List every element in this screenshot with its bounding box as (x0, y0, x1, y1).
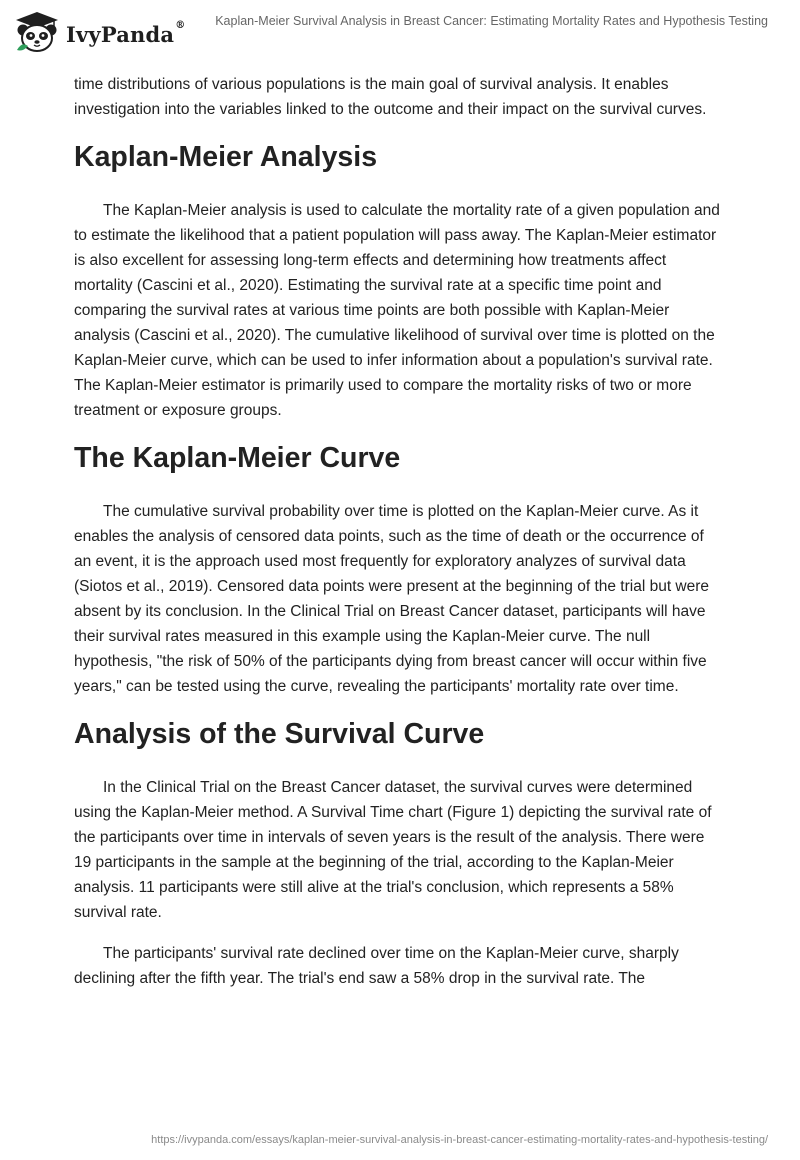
registered-mark: ® (175, 19, 186, 31)
page-header (0, 0, 800, 62)
brand-name: IvyPanda® (66, 19, 186, 47)
article-body (74, 72, 724, 1007)
section-paragraph: The Kaplan-Meier analysis is used to calculate the mortality rate of a given population and to estimate the likelihood that a patient population will pass away. The Kaplan-Meier estimator is also excellent for assessing long-term effects and determining how treatments affect mortality (Cascini et al., 2020). Estimating the survival rate at a specific time point and comparing the survival rates at various time points are both possible with Kaplan-Meier analysis (Cascini et al., 2020). The cumulative likelihood of survival over time is plotted on the Kaplan-Meier curve, which can be used to infer information about a population's survival rate. The Kaplan-Meier estimator is primarily used to compare the mortality risks of two or more treatment or exposure groups. (74, 202, 720, 419)
document-title: Kaplan-Meier Survival Analysis in Breast Cancer: Estimating Mortality Rates and Hypothesis Testing (215, 14, 768, 28)
section-paragraph: The participants' survival rate declined over time on the Kaplan-Meier curve, sharply declining after the fifth year. The trial's end saw a 58% drop in the survival rate. The (74, 945, 679, 987)
ivypanda-logo[interactable] (14, 10, 214, 54)
section-heading-survival-curve-analysis: Analysis of the Survival Curve (74, 718, 485, 750)
source-url[interactable]: https://ivypanda.com/essays/kaplan-meier-survival-analysis-in-breast-cancer-estimating-mortality-rates-and-hypothesis-testing/ (151, 1134, 768, 1146)
section-heading-kaplan-meier-curve: The Kaplan-Meier Curve (74, 442, 401, 474)
section-heading-kaplan-meier-analysis: Kaplan-Meier Analysis (74, 141, 378, 173)
section-paragraph: The cumulative survival probability over time is plotted on the Kaplan-Meier curve. As it enables the analysis of censored data points, such as the time of death or the occurrence of an event, it is the approach used most frequently for exploratory analyzes of survival data (Siotos et al., 2019). Censored data points were present at the beginning of the trial but were absent by its conclusion. In the Clinical Trial on Breast Cancer dataset, participants will have their survival rates measured in this example using the Kaplan-Meier curve. The null hypothesis, "the risk of 50% of the participants dying from breast cancer will occur within five years," can be tested using the curve, revealing the participants' mortality rate over time. (74, 503, 710, 695)
panda-graduation-cap-icon (14, 10, 60, 54)
intro-paragraph: time distributions of various populations is the main goal of survival analysis. It enables investigation into the variables linked to the outcome and their impact on the survival curves. (74, 76, 707, 118)
section-paragraph: In the Clinical Trial on the Breast Cancer dataset, the survival curves were determined using the Kaplan-Meier method. A Survival Time chart (Figure 1) depicting the survival rate of the participants over time in intervals of seven years is the result of the analysis. There were 19 participants in the sample at the beginning of the trial, according to the Kaplan-Meier analysis. 11 participants were still alive at the trial's conclusion, which represents a 58% survival rate. (74, 779, 712, 921)
